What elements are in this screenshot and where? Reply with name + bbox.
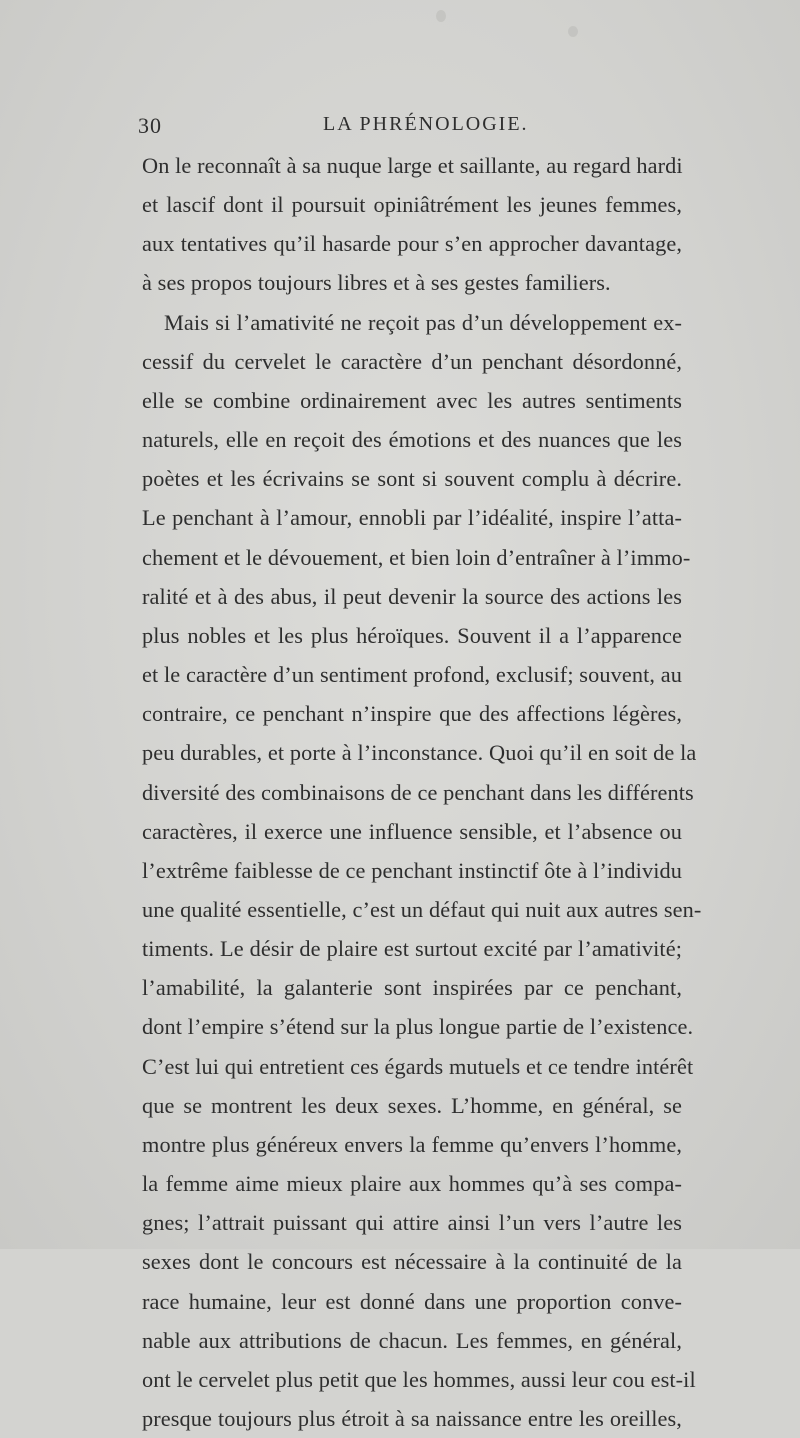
text-line: contraire, ce penchant n’inspire que des affections légères, [142,701,682,727]
text-line: aux tentatives qu’il hasarde pour s’en approcher davantage, [142,231,682,257]
text-line: que se montrent les deux sexes. L’homme, en général, se [142,1092,682,1118]
page-header [138,113,678,145]
text-line: Le penchant à l’amour, ennobli par l’idéalité, inspire l’atta- [142,505,682,531]
text-line: caractères, il exerce une influence sensible, et l’absence ou [142,818,682,844]
text-line: une qualité essentielle, c’est un défaut qui nuit aux autres sen- [142,896,702,922]
text-line: à ses propos toujours libres et à ses gestes familiers. [142,270,611,296]
text-line: la femme aime mieux plaire aux hommes qu’à ses compa- [142,1171,682,1197]
paper-stain [436,10,446,22]
text-line: diversité des combinaisons de ce penchant dans les différents [142,779,694,805]
text-line: peu durables, et porte à l’inconstance. Quoi qu’il en soit de la [142,740,697,766]
text-line: race humaine, leur est donné dans une proportion conve- [142,1288,682,1314]
text-line: ralité et à des abus, il peut devenir la source des actions les [142,583,682,609]
text-line: presque toujours plus étroit à sa naissance entre les oreilles, [142,1406,682,1431]
text-line: l’extrême faiblesse de ce penchant instinctif ôte à l’individu [142,857,682,883]
text-line: gnes; l’attrait puissant qui attire ainsi l’un vers l’autre les [142,1210,682,1236]
page-number: 30 [138,113,162,138]
text-line: et le caractère d’un sentiment profond, exclusif; souvent, au [142,662,682,688]
text-line: naturels, elle en reçoit des émotions et des nuances que les [142,427,682,453]
text-line: plus nobles et les plus héroïques. Souvent il a l’apparence [142,622,682,648]
text-line: elle se combine ordinairement avec les autres sentiments [142,387,682,413]
running-title: LA PHRÉNOLOGIE. [323,113,529,135]
text-line: C’est lui qui entretient ces égards mutuels et ce tendre intérêt [142,1053,694,1079]
text-line: cessif du cervelet le caractère d’un penchant désordonné, [142,348,682,374]
text-line: On le reconnaît à sa nuque large et saillante, au regard hardi [142,153,683,178]
text-line: chement et le dévouement, et bien loin d’entraîner à l’immo- [142,544,691,570]
text-line: Mais si l’amativité ne reçoit pas d’un développement ex- [164,309,682,335]
text-line: poètes et les écrivains se sont si souvent complu à décrire. [142,466,682,492]
text-line: ont le cervelet plus petit que les hommes, aussi leur cou est-il [142,1366,696,1392]
text-line: dont l’empire s’étend sur la plus longue partie de l’existence. [142,1014,694,1040]
body-text [142,146,702,1438]
text-line: nable aux attributions de chacun. Les femmes, en général, [142,1327,682,1353]
text-line: montre plus généreux envers la femme qu’envers l’homme, [142,1131,682,1157]
text-line: l’amabilité, la galanterie sont inspirées par ce penchant, [142,975,682,1001]
text-line: timents. Le désir de plaire est surtout excité par l’amativité; [142,936,682,962]
text-line: sexes dont le concours est nécessaire à la continuité de la [142,1249,682,1275]
paper-stain [568,26,578,37]
text-line: et lascif dont il poursuit opiniâtrément les jeunes femmes, [142,192,682,218]
